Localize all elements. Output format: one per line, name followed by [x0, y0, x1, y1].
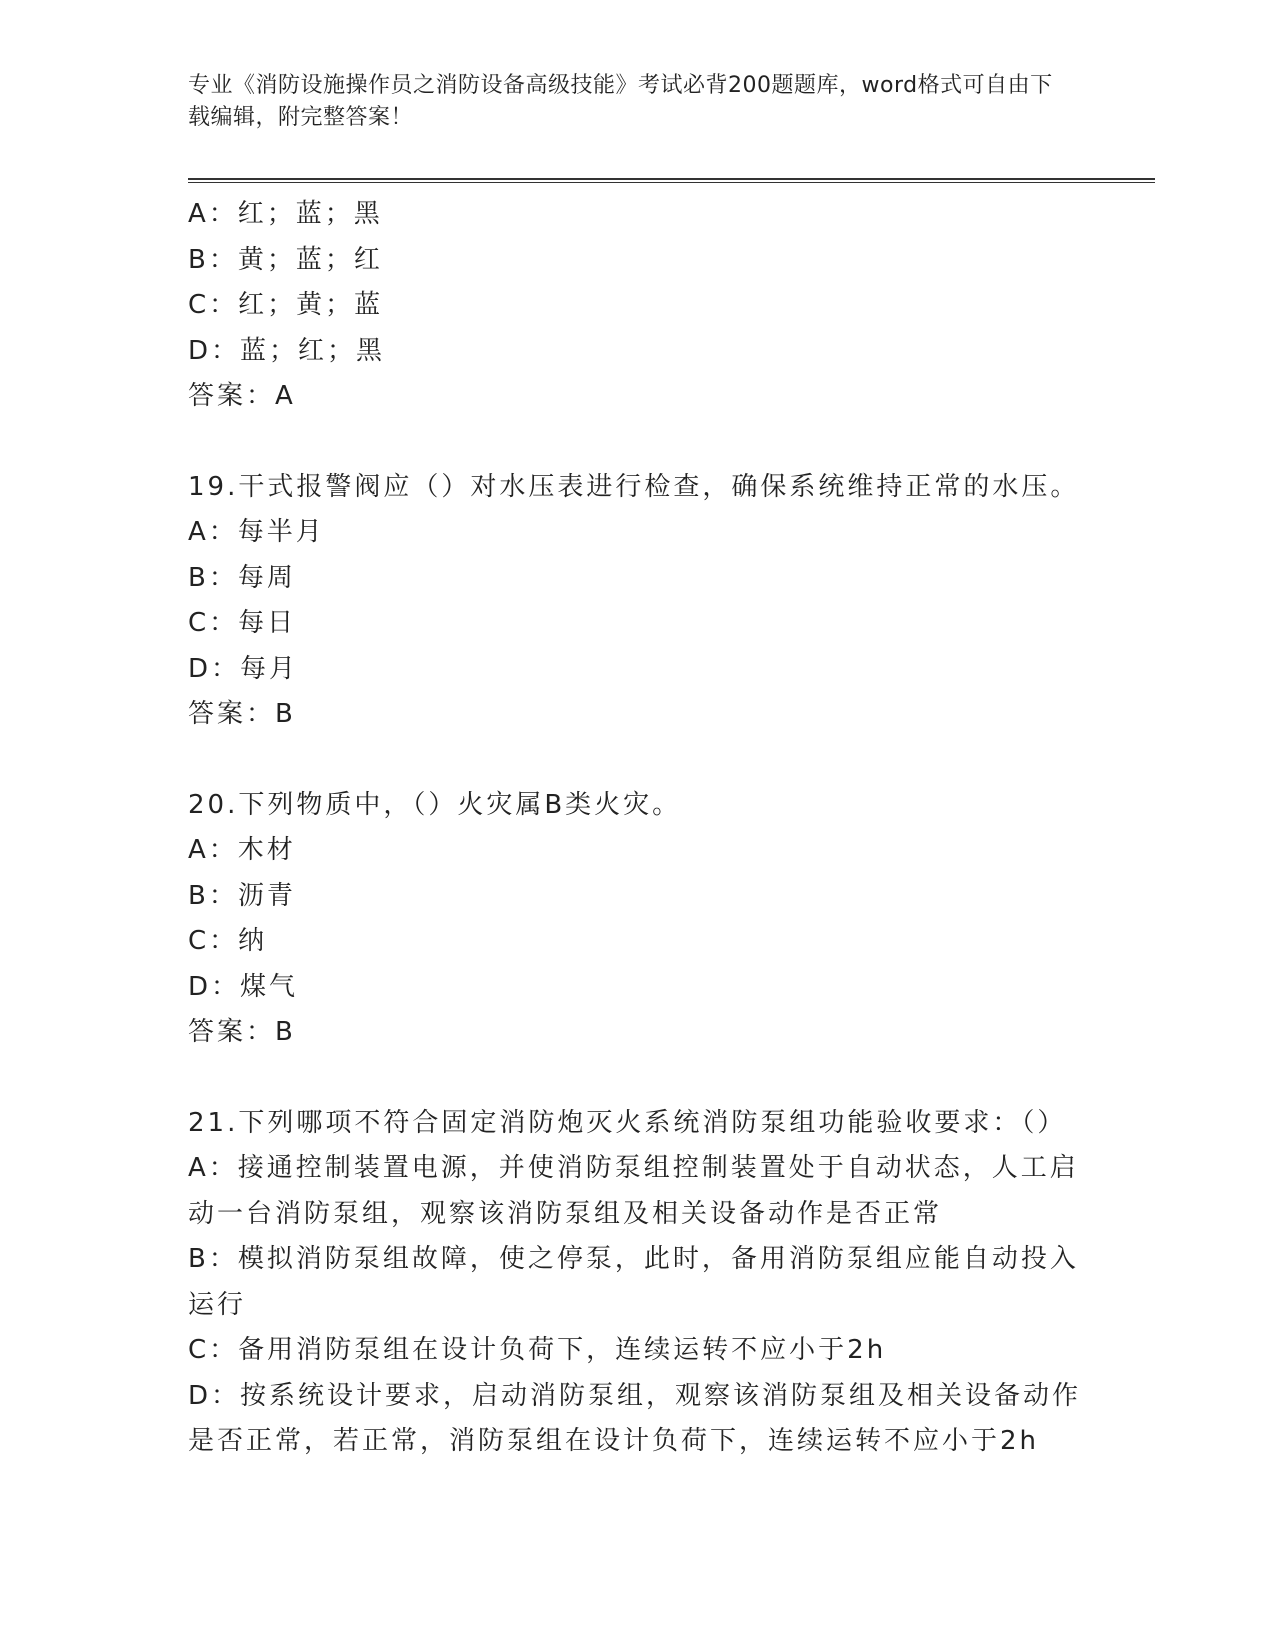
header-divider	[188, 178, 1155, 183]
option-b: B：黄；蓝；红	[188, 244, 383, 275]
option-a: A：接通控制装置电源，并使消防泵组控制装置处于自动状态，人工启动一台消防泵组，观察该消防泵组及相关设备动作是否正常	[188, 1153, 1079, 1229]
question-block	[188, 1101, 1088, 1465]
question-block	[188, 192, 1088, 420]
question-block	[188, 465, 1088, 738]
option-a: A：木材	[188, 835, 296, 865]
option-d: D：煤气	[188, 971, 299, 1002]
question-content	[188, 192, 1088, 1465]
option-b: B：沥青	[188, 880, 296, 911]
option-c: C：备用消防泵组在设计负荷下，连续运转不应小于2h	[188, 1335, 887, 1365]
answer: 答案：B	[188, 1017, 296, 1047]
answer: 答案：A	[188, 381, 296, 411]
option-a: A：红；蓝；黑	[188, 199, 383, 229]
question-text: 19.干式报警阀应（）对水压表进行检查，确保系统维持正常的水压。	[188, 471, 1080, 502]
option-b: B：每周	[188, 562, 296, 593]
option-d: D：每月	[188, 653, 299, 684]
question-block	[188, 783, 1088, 1056]
option-c: C：每日	[188, 608, 297, 638]
option-c: C：纳	[188, 926, 268, 956]
question-text: 21.下列哪项不符合固定消防炮灭火系统消防泵组功能验收要求：（）	[188, 1107, 1067, 1138]
option-a: A：每半月	[188, 517, 325, 547]
spacer	[188, 420, 1088, 465]
spacer	[188, 738, 1088, 783]
option-d: D：按系统设计要求，启动消防泵组，观察该消防泵组及相关设备动作是否正常，若正常，消防泵组在设计负荷下，连续运转不应小于2h	[188, 1380, 1082, 1456]
option-d: D：蓝；红；黑	[188, 335, 386, 366]
option-b: B：模拟消防泵组故障，使之停泵，此时，备用消防泵组应能自动投入运行	[188, 1244, 1079, 1320]
question-text: 20.下列物质中，（）火灾属B类火灾。	[188, 789, 682, 820]
option-c: C：红；黄；蓝	[188, 290, 384, 320]
spacer	[188, 1056, 1088, 1101]
answer: 答案：B	[188, 699, 296, 729]
page-header: 专业《消防设施操作员之消防设备高级技能》考试必背200题题库，word格式可自由下载编辑，附完整答案！	[188, 73, 1053, 130]
